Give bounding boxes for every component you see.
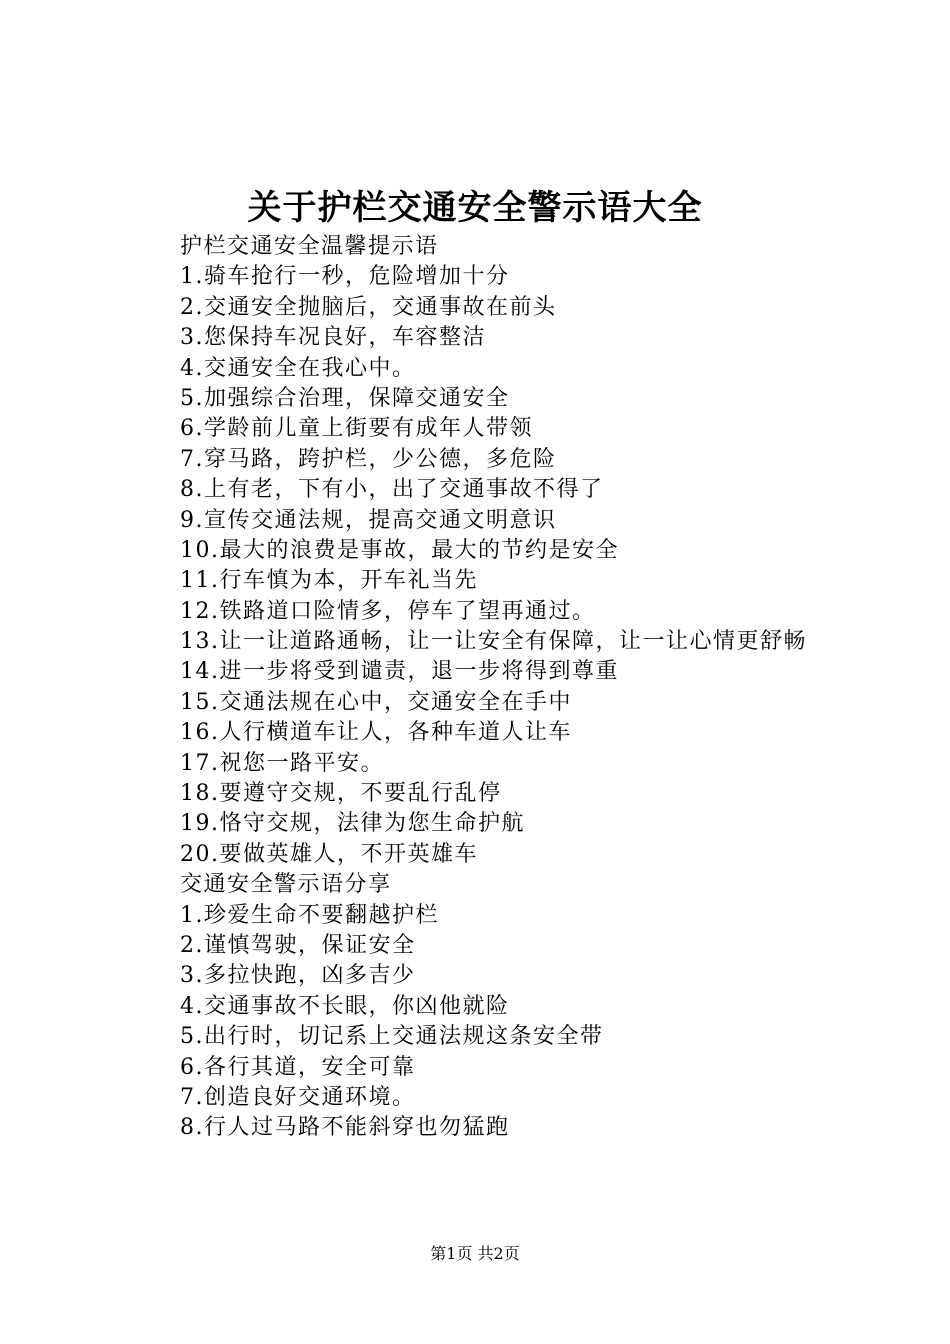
list-item: 10.最大的浪费是事故，最大的节约是安全 (180, 537, 619, 563)
list-item: 19.恪守交规，法律为您生命护航 (180, 811, 525, 837)
list-item: 14.进一步将受到谴责，退一步将得到尊重 (180, 659, 619, 685)
list-item: 4.交通安全在我心中。 (180, 355, 416, 381)
list-item: 11.行车慎为本，开车礼当先 (180, 568, 478, 594)
list-item: 18.要遵守交规，不要乱行乱停 (180, 781, 502, 807)
document-title: 关于护栏交通安全警示语大全 (247, 188, 703, 228)
list-item: 1.珍爱生命不要翻越护栏 (180, 902, 439, 928)
list-item: 13.让一让道路通畅，让一让安全有保障，让一让心情更舒畅 (180, 629, 807, 655)
list-item: 1.骑车抢行一秒，危险增加十分 (180, 264, 510, 290)
list-item: 5.出行时，切记系上交通法规这条安全带 (180, 1024, 604, 1050)
section-heading: 交通安全警示语分享 (180, 872, 392, 898)
list-item: 3.您保持车况良好，车容整洁 (180, 325, 486, 351)
list-item: 5.加强综合治理，保障交通安全 (180, 385, 510, 411)
list-item: 12.铁路道口险情多，停车了望再通过。 (180, 598, 596, 624)
list-item: 20.要做英雄人，不开英雄车 (180, 841, 478, 867)
list-item: 8.行人过马路不能斜穿也勿猛跑 (180, 1115, 510, 1141)
list-item: 15.交通法规在心中，交通安全在手中 (180, 689, 572, 715)
section-heading: 护栏交通安全温馨提示语 (180, 234, 439, 259)
list-item: 7.穿马路，跨护栏，少公德，多危险 (180, 446, 557, 472)
page-number-footer: 第1页 共2页 (430, 1244, 520, 1263)
list-item: 3.多拉快跑，凶多吉少 (180, 963, 416, 989)
list-item: 6.各行其道，安全可靠 (180, 1054, 416, 1080)
list-item: 2.交通安全抛脑后，交通事故在前头 (180, 294, 557, 320)
list-item: 17.祝您一路平安。 (180, 750, 384, 776)
list-item: 16.人行横道车让人，各种车道人让车 (180, 720, 572, 746)
list-item: 6.学龄前儿童上街要有成年人带领 (180, 416, 533, 442)
list-item: 2.谨慎驾驶，保证安全 (180, 933, 416, 958)
list-item: 4.交通事故不长眼，你凶他就险 (180, 993, 510, 1019)
list-item: 9.宣传交通法规，提高交通文明意识 (180, 507, 557, 533)
list-item: 7.创造良好交通环境。 (180, 1084, 416, 1110)
document-body (130, 232, 835, 1144)
list-item: 8.上有老，下有小，出了交通事故不得了 (180, 477, 604, 503)
